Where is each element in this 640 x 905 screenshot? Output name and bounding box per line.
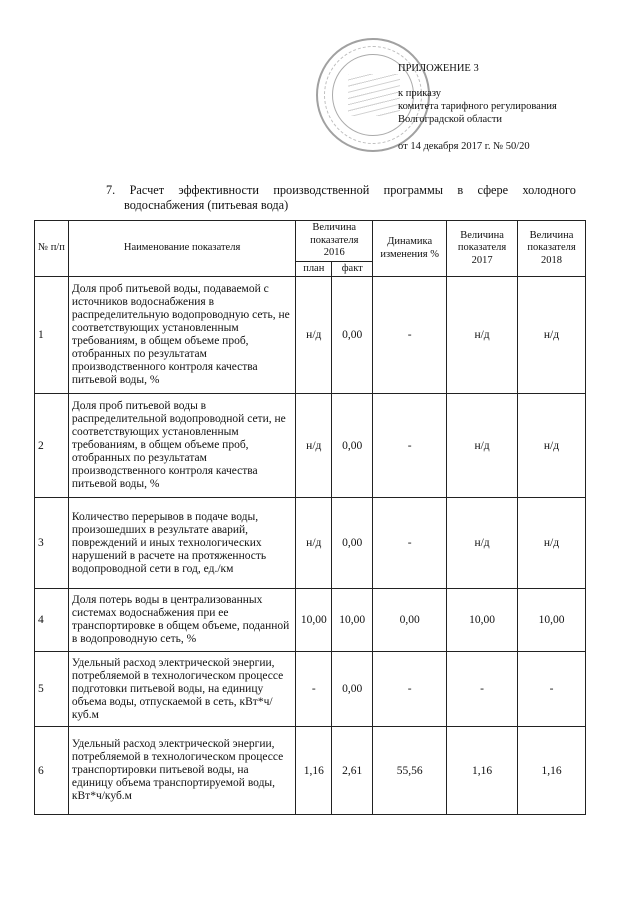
heading-word: производственной	[273, 183, 370, 197]
value-2018: -	[518, 652, 586, 727]
header-dynamics: Динамика изменения %	[373, 221, 447, 277]
indicator-name: Доля потерь воды в централизованных системах водоснабжения при ее транспортировке в общем объеме, поданной в водопроводную сеть, %	[68, 589, 295, 652]
value-dynamics: -	[373, 652, 447, 727]
value-dynamics: -	[373, 394, 447, 498]
value-2018: н/д	[518, 498, 586, 589]
appendix-line: Волгоградской области	[398, 114, 503, 125]
value-fact-2016: 2,61	[332, 727, 373, 815]
value-2017: 1,16	[447, 727, 518, 815]
header-name: Наименование показателя	[68, 221, 295, 277]
row-number: 1	[35, 277, 69, 394]
value-fact-2016: 10,00	[332, 589, 373, 652]
heading-word: сфере	[477, 183, 509, 197]
value-plan-2016: 10,00	[296, 589, 332, 652]
header-num: № п/п	[35, 221, 69, 277]
value-dynamics: 55,56	[373, 727, 447, 815]
row-number: 2	[35, 394, 69, 498]
table-row	[35, 652, 586, 727]
value-2018: н/д	[518, 277, 586, 394]
value-dynamics: -	[373, 277, 447, 394]
value-2018: 1,16	[518, 727, 586, 815]
appendix-line: комитета тарифного регулирования	[398, 101, 557, 112]
efficiency-table	[34, 220, 586, 815]
value-2017: н/д	[447, 498, 518, 589]
indicator-name: Количество перерывов в подаче воды, произошедших в результате аварий, повреждений и иных технологических нарушений в расчете на протяженность водопроводной сети в год, ед./км	[68, 498, 295, 589]
indicator-name: Доля проб питьевой воды, подаваемой с источников водоснабжения в распределительную водопроводную сеть, не соответствующих установленным требованиям, в общем объеме проб, отобранных по результатам производственного контроля качества питьевой воды, %	[68, 277, 295, 394]
heading-word: в	[457, 183, 464, 197]
value-dynamics: 0,00	[373, 589, 447, 652]
section-heading	[106, 183, 576, 213]
appendix-block	[398, 62, 557, 153]
appendix-line: к приказу	[398, 88, 441, 99]
heading-word: программы	[383, 183, 444, 197]
value-2017: н/д	[447, 394, 518, 498]
value-plan-2016: н/д	[296, 394, 332, 498]
header-2016: Величина показателя 2016	[296, 221, 373, 262]
value-2018: 10,00	[518, 589, 586, 652]
heading-line-2: водоснабжения (питьевая вода)	[124, 198, 289, 212]
value-dynamics: -	[373, 498, 447, 589]
value-plan-2016: -	[296, 652, 332, 727]
appendix-date: от 14 декабря 2017 г. № 50/20	[398, 141, 530, 152]
seal-text-lines	[348, 74, 400, 116]
value-plan-2016: н/д	[296, 498, 332, 589]
row-number: 3	[35, 498, 69, 589]
table-row	[35, 394, 586, 498]
value-fact-2016: 0,00	[332, 277, 373, 394]
value-fact-2016: 0,00	[332, 652, 373, 727]
value-2017: -	[447, 652, 518, 727]
table-row	[35, 589, 586, 652]
appendix-title: ПРИЛОЖЕНИЕ 3	[398, 63, 479, 74]
row-number: 5	[35, 652, 69, 727]
header-2018: Величина показателя 2018	[518, 221, 586, 277]
value-2017: 10,00	[447, 589, 518, 652]
heading-word: холодного	[522, 183, 576, 197]
header-plan: план	[296, 261, 332, 277]
value-2017: н/д	[447, 277, 518, 394]
table-row	[35, 727, 586, 815]
value-2018: н/д	[518, 394, 586, 498]
table-row	[35, 498, 586, 589]
section-number: 7.	[106, 183, 116, 197]
value-fact-2016: 0,00	[332, 394, 373, 498]
indicator-name: Удельный расход электрической энергии, потребляемой в технологическом процессе транспортировки питьевой воды, на единицу объема транспортируемой воды, кВт*ч/куб.м	[68, 727, 295, 815]
heading-word: эффективности	[178, 183, 259, 197]
value-fact-2016: 0,00	[332, 498, 373, 589]
value-plan-2016: н/д	[296, 277, 332, 394]
row-number: 6	[35, 727, 69, 815]
header-fact: факт	[332, 261, 373, 277]
indicator-name: Удельный расход электрической энергии, потребляемой в технологическом процессе подготовки питьевой воды, на единицу объема воды, отпускаемой в сеть, кВт*ч/куб.м	[68, 652, 295, 727]
table-row	[35, 277, 586, 394]
indicator-name: Доля проб питьевой воды в распределительной водопроводной сети, не соответствующих установленным требованиям, в общем объеме проб, отобранных по результатам производственного контроля качества питьевой воды, %	[68, 394, 295, 498]
header-2017: Величина показателя 2017	[447, 221, 518, 277]
value-plan-2016: 1,16	[296, 727, 332, 815]
heading-word: Расчет	[129, 183, 165, 197]
row-number: 4	[35, 589, 69, 652]
